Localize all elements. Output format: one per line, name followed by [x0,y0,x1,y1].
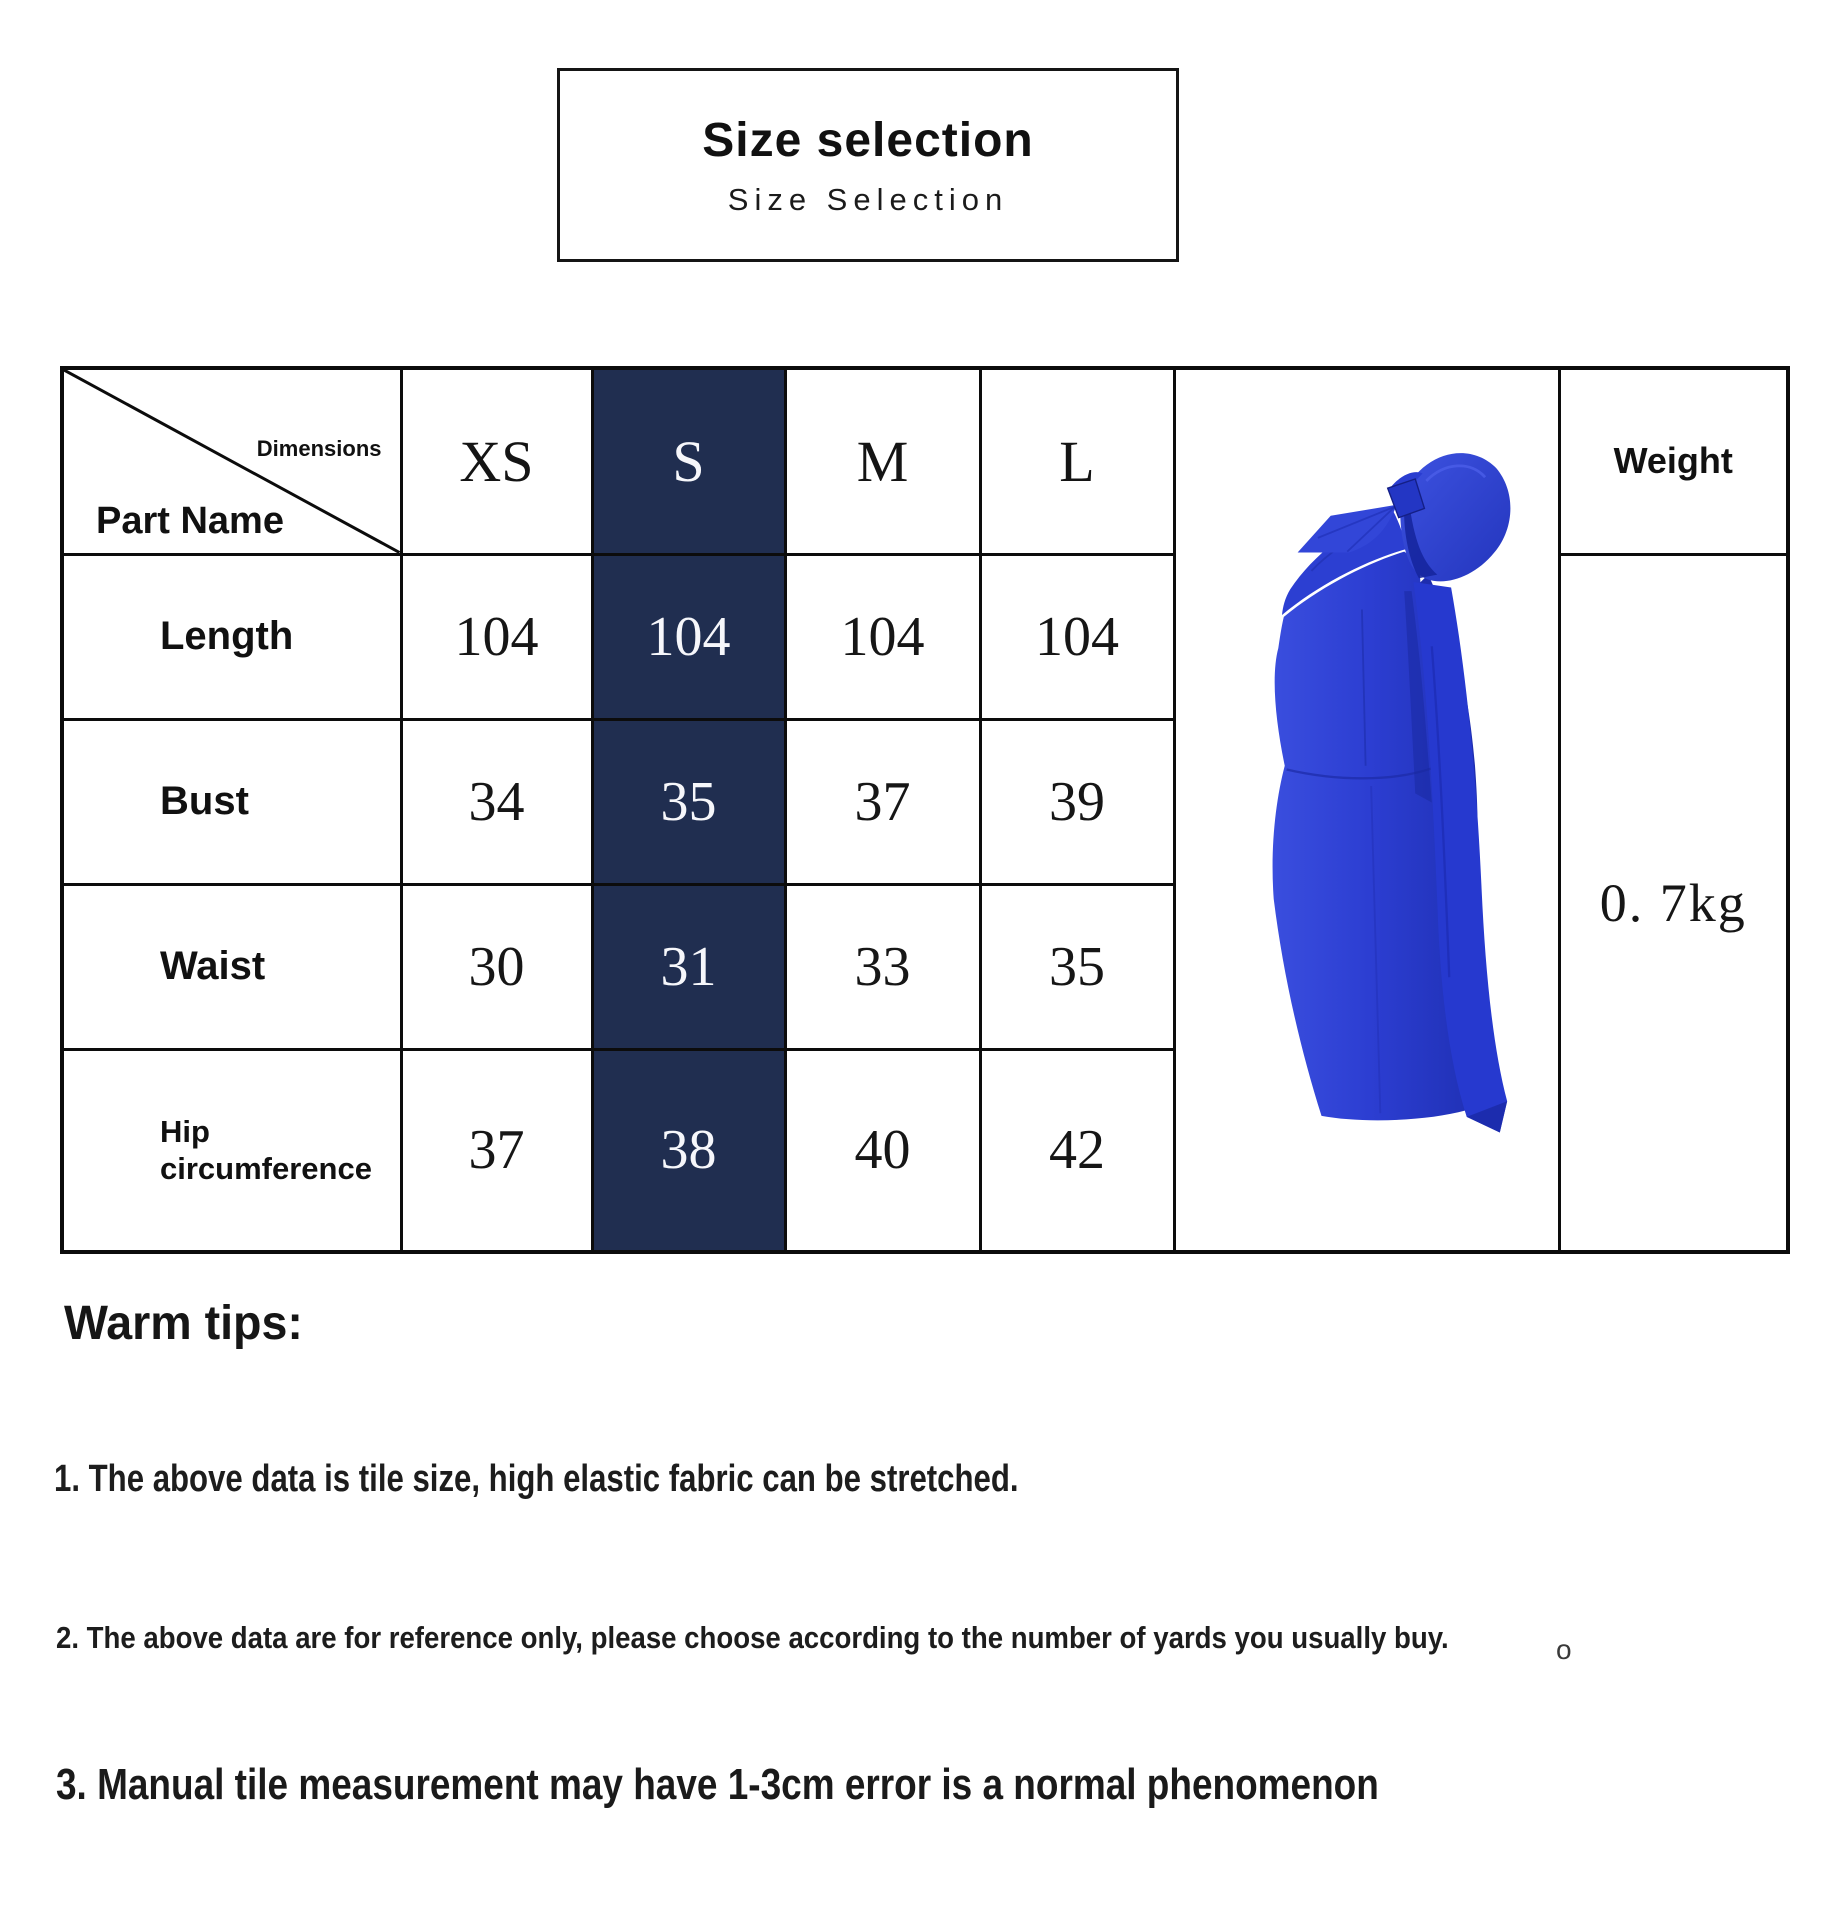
weight-header: Weight [1559,368,1788,554]
title-box [557,68,1179,262]
value-hip-s: 38 [592,1049,785,1252]
col-header-l: L [980,368,1174,554]
label-bust: Bust [62,719,401,884]
size-table [60,366,1790,1254]
value-bust-l: 39 [980,719,1174,884]
value-length-l: 104 [980,554,1174,719]
page-subtitle: Size Selection [727,181,1009,217]
value-waist-m: 33 [785,884,980,1049]
col-header-s-highlighted: S [592,368,785,554]
value-bust-s: 35 [592,719,785,884]
table-header-row [62,368,1788,554]
value-waist-l: 35 [980,884,1174,1049]
value-length-s: 104 [592,554,785,719]
warm-tip-1: 1. The above data is tile size, high elastic fabric can be stretched. [54,1458,1019,1500]
page-title: Size selection [702,113,1034,167]
weight-value: 0. 7kg [1559,554,1788,1252]
stray-circle-mark: o [1556,1634,1572,1665]
label-hip-circumference: Hip circumference [62,1049,401,1252]
warm-tip-3: 3. Manual tile measurement may have 1-3cm error is a normal phenomenon [56,1760,1379,1809]
dimensions-label: Dimensions [256,436,382,461]
value-waist-xs: 30 [401,884,592,1049]
label-length: Length [62,554,401,719]
value-hip-m: 40 [785,1049,980,1252]
part-name-label: Part Name [96,499,284,542]
col-header-m: M [785,368,980,554]
product-image-cell [1174,368,1559,1252]
value-bust-m: 37 [785,719,980,884]
value-waist-s: 31 [592,884,785,1049]
corner-cell [62,368,401,554]
value-bust-xs: 34 [401,719,592,884]
label-waist: Waist [62,884,401,1049]
value-length-xs: 104 [401,554,592,719]
col-header-xs: XS [401,368,592,554]
value-hip-l: 42 [980,1049,1174,1252]
warm-tips-heading: Warm tips: [64,1297,303,1350]
value-length-m: 104 [785,554,980,719]
warm-tip-2: 2. The above data are for reference only, please choose according to the number of yards you usually buy. [56,1620,1449,1655]
value-hip-xs: 37 [401,1049,592,1252]
product-dress-image [1191,370,1543,1145]
